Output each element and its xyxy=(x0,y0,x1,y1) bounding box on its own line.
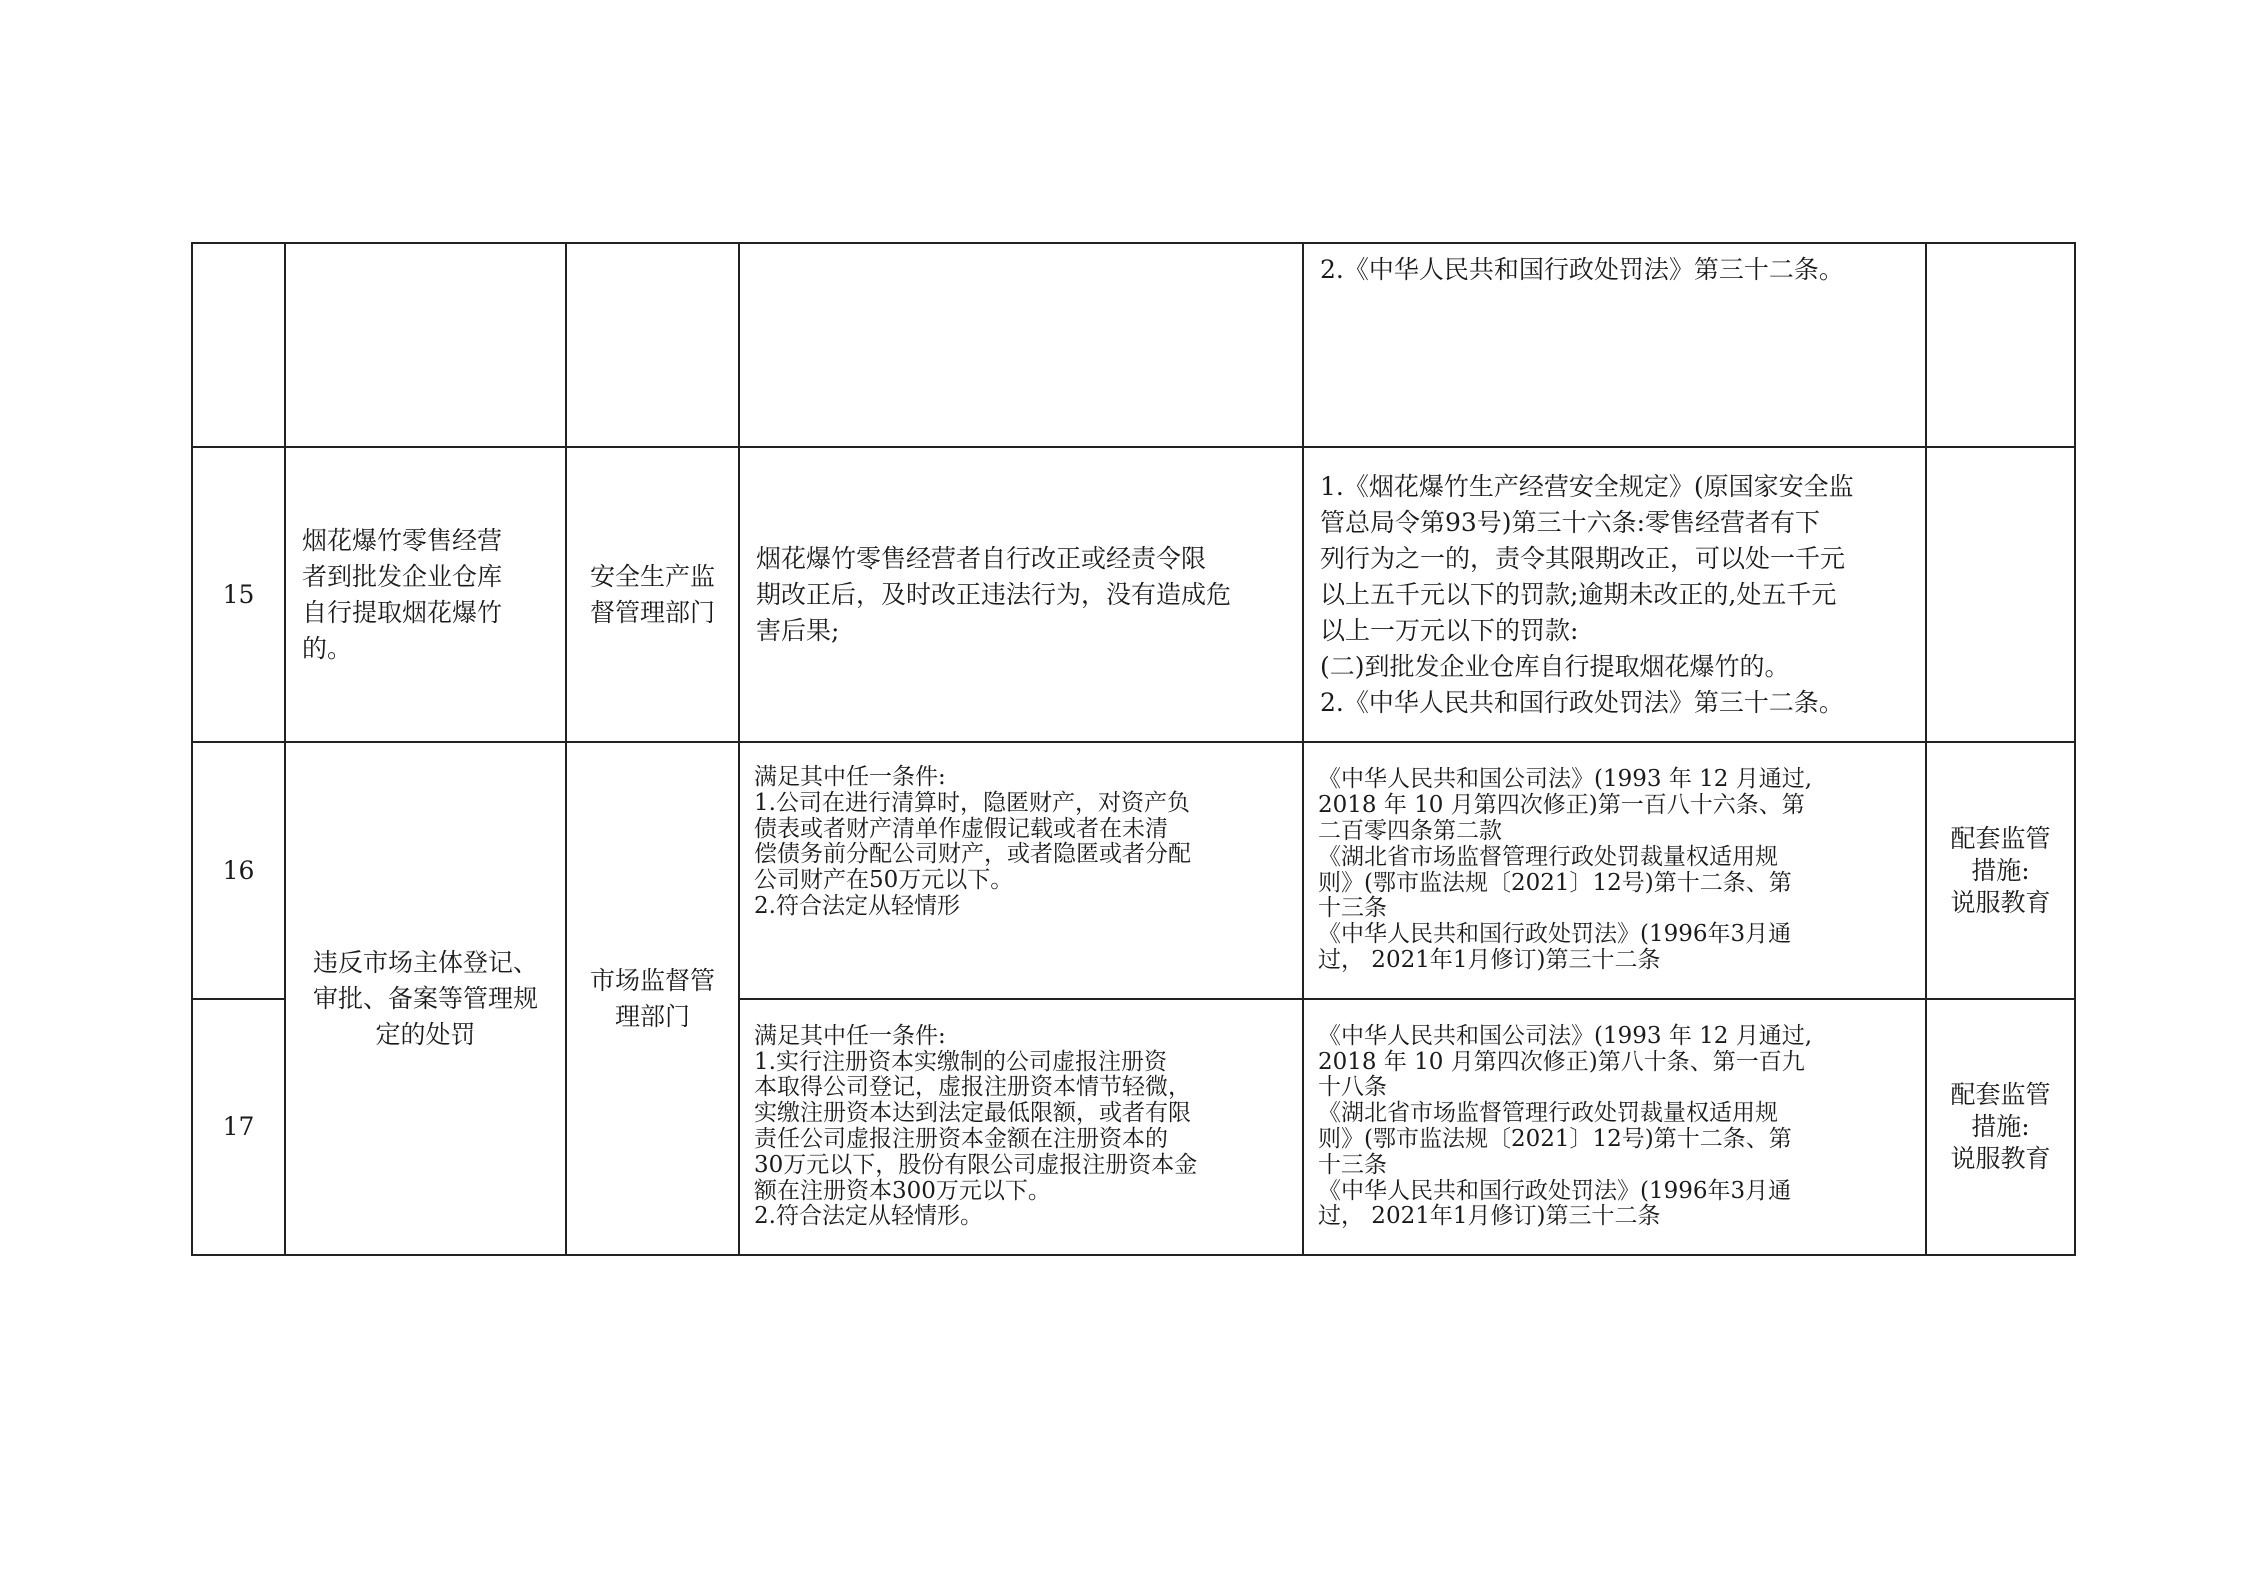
text-line: 过， 2021年1月修订)第三十二条 xyxy=(1318,1203,1661,1230)
text-line: 害后果; xyxy=(756,615,840,645)
violation-matter-cell xyxy=(285,742,566,1255)
text-line: 十三条 xyxy=(1318,1151,1387,1178)
text-line: 审批、备案等管理规 xyxy=(312,983,538,1013)
text-line: 说服教育 xyxy=(1950,887,2051,917)
text-line: 满足其中任一条件: xyxy=(754,764,946,790)
text-line: 1.公司在进行清算时，隐匿财产，对资产负 xyxy=(754,789,1190,816)
text-line: 《湖北省市场监督管理行政处罚裁量权适用规 xyxy=(1318,1100,1778,1127)
text-line: 管总局令第93号)第三十六条:零售经营者有下 xyxy=(1320,507,1820,537)
measures-cell xyxy=(1926,999,2075,1255)
legal-basis-cell xyxy=(1303,742,1926,999)
text-line: 以上五千元以下的罚款;逾期未改正的,处五千元 xyxy=(1320,579,1837,609)
text-line: 2.符合法定从轻情形 xyxy=(754,892,960,919)
text-line: 实缴注册资本达到法定最低限额，或者有限 xyxy=(754,1100,1191,1127)
text-line: 2.符合法定从轻情形。 xyxy=(754,1203,983,1230)
text-line: 十三条 xyxy=(1318,895,1387,922)
text-line: 定的处罚 xyxy=(375,1019,476,1049)
text-line: 则》(鄂市监法规〔2021〕12号)第十二条、第 xyxy=(1318,1126,1792,1152)
text-line: 督管理部门 xyxy=(589,597,715,627)
text-line: 1.《烟花爆竹生产经营安全规定》(原国家安全监 xyxy=(1320,471,1854,501)
row-number: 15 xyxy=(192,447,285,742)
text-line: 以上一万元以下的罚款: xyxy=(1320,615,1579,645)
table-row xyxy=(192,243,2075,447)
violation-matter-cell xyxy=(285,447,566,742)
text-line: 者到批发企业仓库 xyxy=(302,561,503,591)
text-line: 2018 年 10 月第四次修正)第八十条、第一百九 xyxy=(1318,1048,1805,1075)
text-line: 债表或者财产清单作虚假记载或者在未清 xyxy=(754,815,1168,842)
legal-basis-cell xyxy=(1303,243,1926,447)
text-line: 期改正后，及时改正违法行为，没有造成危 xyxy=(756,579,1232,609)
department-cell xyxy=(566,243,739,447)
condition-cell xyxy=(739,742,1303,999)
text-line: 措施: xyxy=(1971,1112,2030,1141)
condition-cell xyxy=(739,447,1303,742)
measures-cell xyxy=(1926,243,2075,447)
text-line: 自行提取烟花爆竹 xyxy=(302,597,503,627)
text-line: 配套监管 xyxy=(1950,823,2051,853)
text-line: 列行为之一的，责令其限期改正，可以处一千元 xyxy=(1320,543,1846,573)
text-line: 2.《中华人民共和国行政处罚法》第三十二条。 xyxy=(1320,687,1844,717)
legal-basis-cell xyxy=(1303,999,1926,1255)
text-line: 违反市场主体登记、 xyxy=(312,947,538,977)
condition-cell xyxy=(739,999,1303,1255)
text-line: 市场监督管 xyxy=(589,965,715,995)
text-line: 公司财产在50万元以下。 xyxy=(754,867,1014,894)
text-line: 安全生产监 xyxy=(589,561,715,591)
table-row xyxy=(192,447,2075,742)
department-cell xyxy=(566,742,739,1255)
measures-cell xyxy=(1926,742,2075,999)
row-number: 17 xyxy=(192,999,285,1255)
text-line: 理部门 xyxy=(614,1001,690,1031)
text-line: 配套监管 xyxy=(1950,1080,2051,1109)
text-line: 烟花爆竹零售经营者自行改正或经责令限 xyxy=(756,543,1207,573)
text-line: 额在注册资本300万元以下。 xyxy=(754,1177,1051,1204)
text-line: 30万元以下，股份有限公司虚报注册资本金 xyxy=(754,1151,1198,1178)
row-number: 16 xyxy=(192,742,285,999)
legal-basis-cell xyxy=(1303,447,1926,742)
text-line: 本取得公司登记，虚报注册资本情节轻微， xyxy=(754,1074,1191,1101)
table-row xyxy=(192,742,2075,999)
row-number xyxy=(192,243,285,447)
text-line: 责任公司虚报注册资本金额在注册资本的 xyxy=(754,1126,1168,1152)
text-line: 烟花爆竹零售经营 xyxy=(302,525,503,555)
text-line: 说服教育 xyxy=(1950,1144,2051,1173)
text-line: 《中华人民共和国行政处罚法》(1996年3月通 xyxy=(1318,921,1792,948)
text-line: 十八条 xyxy=(1318,1074,1387,1101)
condition-cell xyxy=(739,243,1303,447)
penalty-table xyxy=(191,242,2076,1256)
text-line: 措施: xyxy=(1971,855,2030,885)
text-line: (二)到批发企业仓库自行提取烟花爆竹的。 xyxy=(1320,651,1790,681)
text-line: 《中华人民共和国公司法》(1993 年 12 月通过, xyxy=(1318,1022,1813,1049)
text-line: 2.《中华人民共和国行政处罚法》第三十二条。 xyxy=(1320,255,1844,284)
text-line: 2018 年 10 月第四次修正)第一百八十六条、第 xyxy=(1318,792,1805,819)
violation-matter-cell xyxy=(285,243,566,447)
text-line: 过， 2021年1月修订)第三十二条 xyxy=(1318,946,1661,973)
text-line: 《湖北省市场监督管理行政处罚裁量权适用规 xyxy=(1318,843,1778,870)
text-line: 《中华人民共和国行政处罚法》(1996年3月通 xyxy=(1318,1177,1792,1204)
text-line: 满足其中任一条件: xyxy=(754,1022,946,1049)
text-line: 二百零四条第二款 xyxy=(1318,817,1502,844)
text-line: 的。 xyxy=(302,633,353,663)
department-cell xyxy=(566,447,739,742)
text-line: 则》(鄂市监法规〔2021〕12号)第十二条、第 xyxy=(1318,869,1792,896)
measures-cell xyxy=(1926,447,2075,742)
text-line: 1.实行注册资本实缴制的公司虚报注册资 xyxy=(754,1048,1167,1075)
text-line: 《中华人民共和国公司法》(1993 年 12 月通过, xyxy=(1318,766,1813,793)
text-line: 偿债务前分配公司财产，或者隐匿或者分配 xyxy=(754,841,1191,868)
